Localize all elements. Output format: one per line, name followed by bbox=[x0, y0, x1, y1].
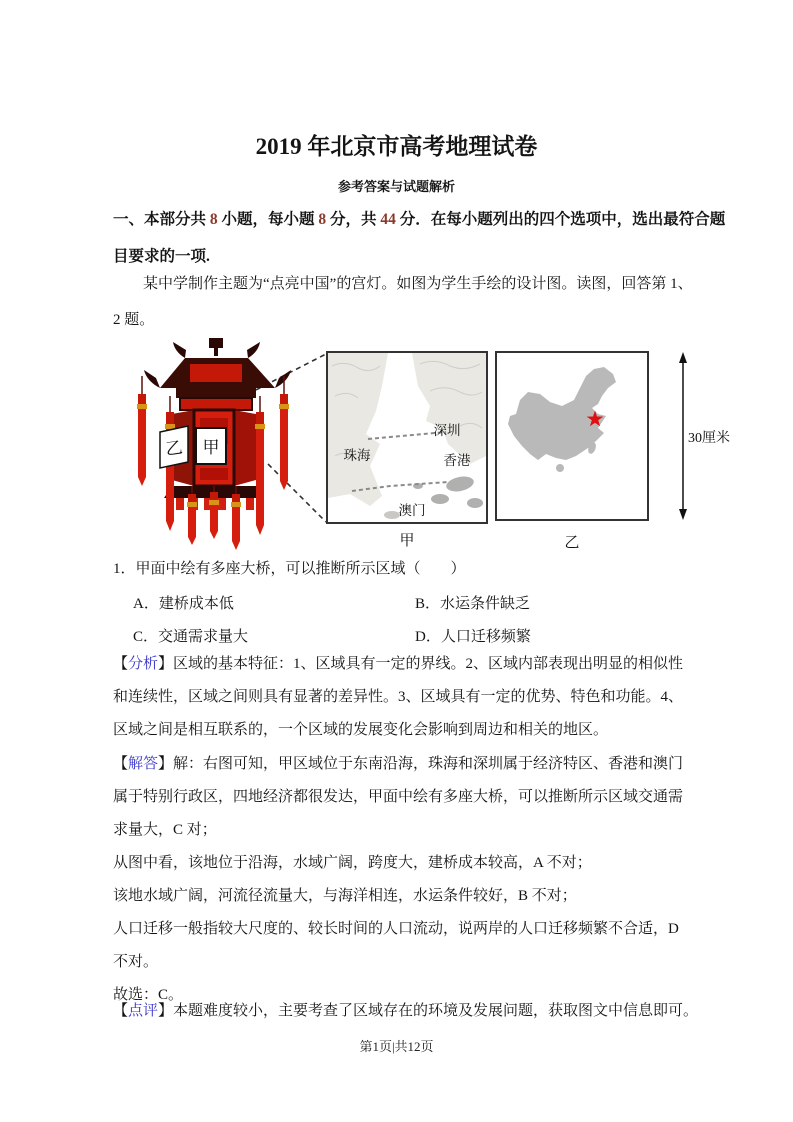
height-arrow bbox=[679, 352, 687, 520]
bracket-open: 【 bbox=[113, 756, 129, 772]
intro-paragraph bbox=[113, 266, 703, 338]
option-a: A．建桥成本低 bbox=[133, 596, 234, 612]
figure-lantern-and-maps bbox=[130, 336, 734, 558]
option-c: C．交通需求量大 bbox=[133, 629, 249, 645]
svg-text:乙: 乙 bbox=[164, 437, 184, 460]
explain-conclusion: 故选：C。 bbox=[113, 987, 184, 1003]
section-text: 分．在每小题列出的四个选项中，选出最符合题 bbox=[395, 211, 726, 228]
comment-text: 本题难度较小，主要考查了区域存在的环境及发展问题，获取图文中信息即可。 bbox=[173, 1003, 699, 1019]
lantern-label-jia bbox=[196, 428, 226, 464]
section-text: 分，共 bbox=[326, 211, 381, 228]
height-arrow-label: 30厘米 bbox=[688, 431, 730, 446]
section-number: 8 bbox=[209, 211, 218, 228]
analysis-text: 区域的基本特征：1、区域具有一定的界线。2、区域内部表现出明显的相似性 bbox=[173, 656, 684, 672]
analysis-tag: 分析 bbox=[128, 656, 159, 672]
analysis-line1 bbox=[113, 648, 709, 681]
explain-line5: 该地水域广阔，河流径流量大，与海洋相连，水运条件较好，B 不对； bbox=[113, 888, 577, 904]
label-hongkong: 香港 bbox=[443, 453, 471, 468]
intro-line1: 某中学制作主题为“点亮中国”的宫灯。如图为学生手绘的设计图。读图，回答第 1、 bbox=[143, 276, 693, 292]
section-text: 小题，每小题 bbox=[217, 211, 319, 228]
section-text: 一、本部分共 bbox=[113, 211, 210, 228]
bracket-close: 】 bbox=[158, 756, 174, 772]
explain-block bbox=[113, 748, 709, 1012]
explain-tag: 解答 bbox=[128, 756, 159, 772]
explain-line3: 求量大，C 对； bbox=[113, 822, 217, 838]
lantern-illustration bbox=[137, 338, 291, 550]
intro-line2: 2 题。 bbox=[113, 312, 155, 328]
bracket-open: 【 bbox=[113, 656, 129, 672]
hainan-island bbox=[556, 464, 564, 472]
analysis-block bbox=[113, 648, 709, 747]
svg-text:甲: 甲 bbox=[202, 438, 220, 457]
page-title: 2019 年北京市高考地理试卷 bbox=[255, 134, 538, 159]
comment-tag: 点评 bbox=[128, 1003, 159, 1019]
bracket-close: 】 bbox=[158, 1003, 174, 1019]
explain-line2: 属于特别行政区，四地经济都很发达，甲面中绘有多座大桥，可以推断所示区域交通需 bbox=[113, 789, 684, 805]
option-d: D．人口迁移频繁 bbox=[415, 629, 531, 645]
lantern-label-yi bbox=[160, 426, 188, 468]
explain-line6: 人口迁移一般指较大尺度的、较长时间的人口流动，说两岸的人口迁移频繁不合适，D bbox=[113, 921, 679, 937]
explain-line7: 不对。 bbox=[113, 954, 159, 970]
label-macau: 澳门 bbox=[398, 503, 426, 518]
section-number: 8 bbox=[318, 211, 327, 228]
caption-jia: 甲 bbox=[399, 533, 415, 549]
explain-line1 bbox=[113, 748, 709, 781]
section-header bbox=[113, 201, 726, 275]
question1-options-row1 bbox=[113, 588, 703, 621]
option-b: B．水运条件缺乏 bbox=[415, 596, 531, 612]
explain-text: 解：右图可知，甲区域位于东南沿海，珠海和深圳属于经济特区、香港和澳门 bbox=[173, 756, 684, 772]
explain-line4: 从图中看，该地位于沿海，水域广阔，跨度大，建桥成本较高，A 不对； bbox=[113, 855, 592, 871]
bracket-close: 】 bbox=[158, 656, 174, 672]
caption-yi: 乙 bbox=[564, 535, 580, 551]
section-header-line2: 目要求的一项. bbox=[113, 248, 210, 265]
analysis-line2: 和连续性，区域之间则具有显著的差异性。3、区域具有一定的优势、特色和功能。4、 bbox=[113, 689, 684, 705]
section-number: 44 bbox=[380, 211, 396, 228]
map-panel-yi bbox=[496, 352, 648, 520]
analysis-line3: 区域之间是相互联系的，一个区域的发展变化会影响到周边和相关的地区。 bbox=[113, 722, 609, 738]
comment-block bbox=[113, 995, 709, 1028]
map-panel-jia bbox=[327, 352, 487, 523]
label-shenzhen: 深圳 bbox=[433, 423, 461, 438]
question1-stem: 1．甲面中绘有多座大桥，可以推断所示区域（ ） bbox=[113, 561, 466, 577]
comment-line bbox=[113, 995, 709, 1028]
section-header-line1 bbox=[113, 201, 726, 238]
bracket-open: 【 bbox=[113, 1003, 129, 1019]
label-zhuhai: 珠海 bbox=[343, 448, 371, 463]
page-number-footer: 第1页|共12页 bbox=[359, 1039, 434, 1054]
page-subtitle: 参考答案与试题解析 bbox=[337, 179, 455, 194]
